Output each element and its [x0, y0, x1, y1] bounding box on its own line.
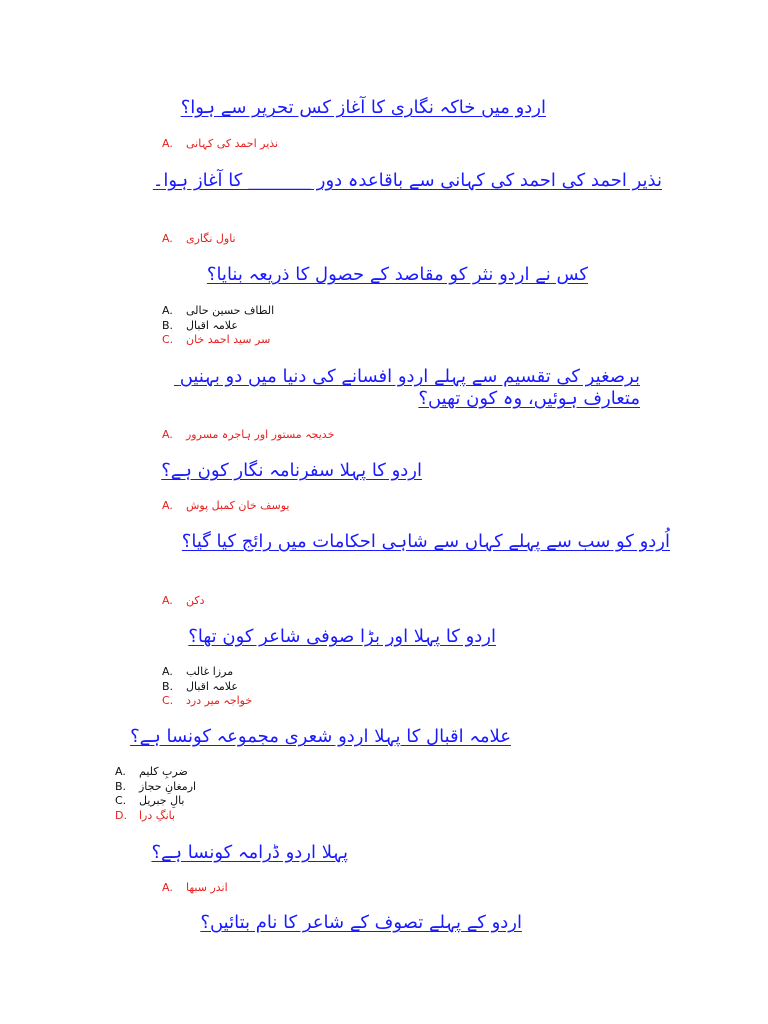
- question-7[interactable]: اردو کا پہلا اور بڑا صوفی شاعر کون تھا؟: [188, 626, 496, 647]
- question-9[interactable]: پہلا اردو ڈرامہ کونسا ہے؟: [151, 842, 348, 863]
- options-2: [162, 232, 236, 247]
- option-3b: B. علامہ اقبال: [162, 318, 238, 332]
- options-9: [162, 881, 228, 896]
- option-7b: B. علامہ اقبال: [162, 679, 238, 693]
- question-4[interactable]: برصغیر کی تقسیم سے پہلے اردو افسانے کی دنیا میں دو بہنیں متعارف ہوئیں، وہ کون تھیں؟: [173, 366, 640, 409]
- options-6: [162, 594, 205, 609]
- option-6a: A. دکن: [162, 594, 205, 607]
- option-1a: A. نذیر احمد کی کہانی: [162, 137, 279, 150]
- option-4a: A. خدیجہ مستور اور ہاجرہ مسرور: [162, 428, 335, 441]
- options-5: [162, 499, 290, 514]
- options-3: [162, 304, 274, 348]
- question-10[interactable]: اردو کے پہلے تصوف کے شاعر کا نام بتائیں؟: [200, 912, 522, 933]
- options-4: [162, 428, 334, 443]
- question-6[interactable]: اُردو کو سب سے پہلے کہاں سے شاہی احکامات میں رائج کیا گیا؟: [181, 531, 670, 552]
- option-5a: A. یوسف خان کمبل پوش: [162, 499, 290, 512]
- option-7c: C. خواجہ میر درد: [162, 694, 253, 707]
- option-8d: D. بانگِ درا: [115, 808, 176, 822]
- question-8[interactable]: علامہ اقبال کا پہلا اردو شعری مجموعہ کونسا ہے؟: [130, 726, 511, 747]
- question-2[interactable]: نذیر احمد کی احمد کی کہانی سے باقاعدہ دور _______ کا آغاز ہوا۔: [152, 170, 662, 191]
- options-8: [115, 765, 196, 823]
- option-2a: A. ناول نگاری: [162, 232, 236, 245]
- option-7a: A. مرزا غالب: [162, 665, 234, 678]
- option-8b: B. ارمغانِ حجاز: [115, 779, 197, 793]
- options-1: [162, 137, 278, 152]
- options-7: [162, 665, 252, 709]
- option-8c: C. بالِ جبریل: [115, 794, 185, 807]
- option-9a: A. اندر سبھا: [162, 881, 228, 894]
- question-3[interactable]: کس نے اردو نثر کو مقاصد کے حصول کا ذریعہ بنایا؟: [206, 264, 588, 285]
- option-3a: A. الطاف حسین حالی: [162, 304, 275, 317]
- question-5[interactable]: اردو کا پہلا سفرنامہ نگار کون ہے؟: [161, 460, 422, 481]
- option-3c: C. سر سید احمد خان: [162, 333, 271, 346]
- question-1[interactable]: اردو میں خاکہ نگاری کا آغاز کس تحریر سے ہوا؟: [180, 97, 546, 118]
- option-8a: A. ضربِ کلیم: [115, 765, 188, 778]
